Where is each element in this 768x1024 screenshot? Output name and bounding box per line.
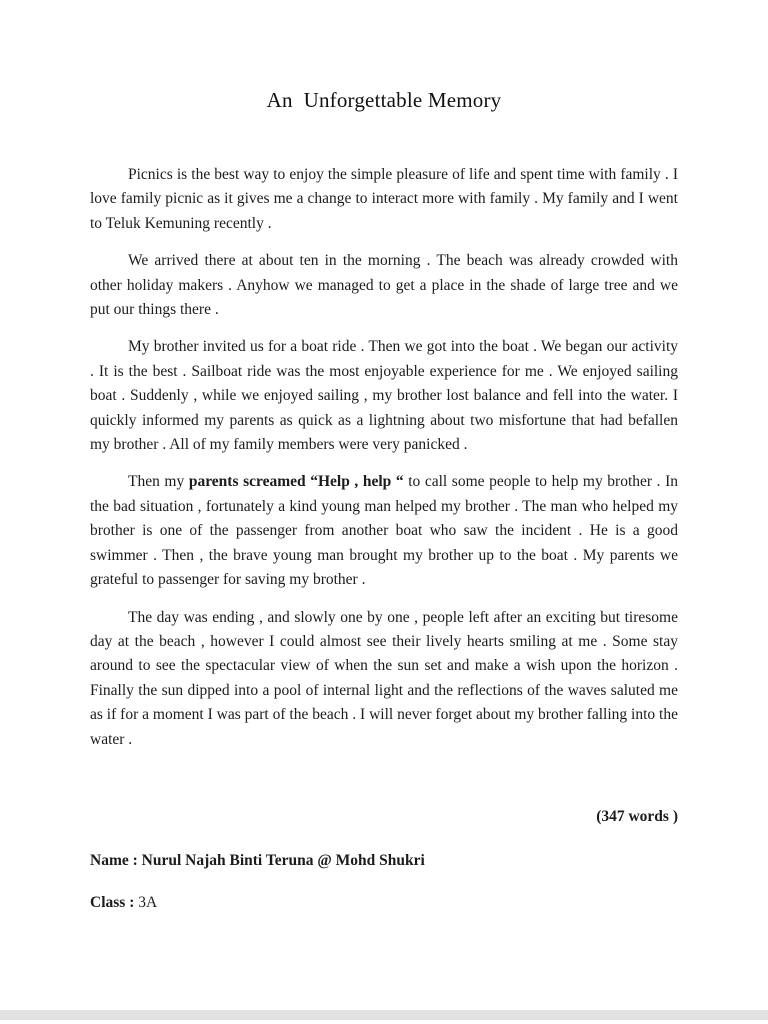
name-label: Name : [90,851,138,869]
class-label: Class : [90,893,135,911]
paragraph-1: Picnics is the best way to enjoy the simple pleasure of life and spent time with family . I love family picnic as it gives me a change to interact more with family . My family and I went to Teluk Kemuning recently . [90,166,678,232]
essay-body [90,163,678,752]
document-title: An Unforgettable Memory [266,88,502,112]
word-count: (347 words ) [596,807,678,825]
page-separator-bar [0,1010,768,1020]
author-name-line [90,852,678,870]
paragraph-4-bold-phrase: parents screamed “Help , help “ [188,473,409,491]
paragraph-5: The day was ending , and slowly one by one , people left after an exciting but tiresome day at the beach , however I could almost see their lively hearts smiling at me . Some stay around to see the spectacular view of when the sun set and make a wish upon the horizon . Finally the sun dipped into a pool of internal light and the reflections of the waves saluted me as if for a moment I was part of the beach . I will never forget about my brother falling into the water . [90,608,678,748]
paragraph-4 [90,470,678,592]
paragraph-4-text-after: to call some people to help my brother . In the bad situation , fortunately a kind young man helped my brother . The man who helped my brother is one of the passenger from another boat who saw the incident . He is a good swimmer . Then , the brave young man brought my brother up to the boat . My parents we grateful to passenger for saving my brother . [90,473,678,589]
paragraph-2: We arrived there at about ten in the morning . The beach was already crowded with other holiday makers . Anyhow we managed to get a place in the shade of large tree and we put our things there . [90,252,678,319]
name-value: Nurul Najah Binti Teruna @ Mohd Shukri [141,851,425,869]
paragraph-3: My brother invited us for a boat ride . Then we got into the boat . We began our activity . It is the best . Sailboat ride was the most enjoyable experience for me . We enjoyed sailing boat . Suddenly , while we enjoyed sailing , my brother lost balance and fell into the water. I quickly informed my parents as quick as a lightning about two misfortune that had befallen my brother . All of my family members were very panicked . [90,338,678,454]
document-footer [90,808,678,912]
class-value: 3A [138,893,158,911]
paragraph-4-text-before: Then my [128,473,189,491]
class-line [90,894,678,912]
